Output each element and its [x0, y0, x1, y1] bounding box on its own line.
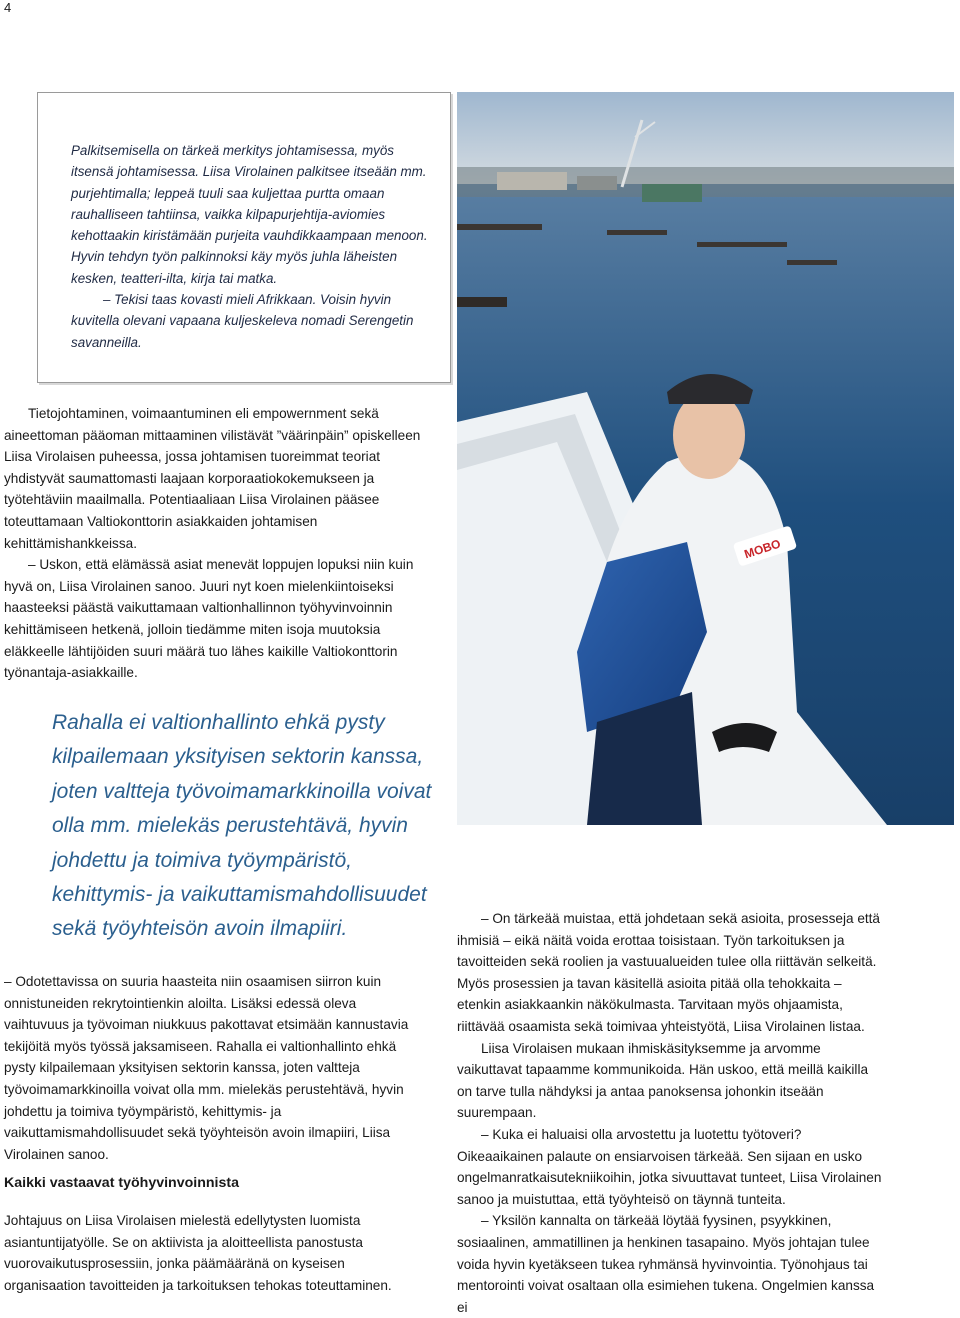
- pier: [457, 224, 542, 230]
- pier: [457, 297, 507, 307]
- jacket-logo-text: MOBO: [742, 536, 783, 562]
- harbour-building: [497, 172, 567, 190]
- body-paragraph: – On tärkeää muistaa, että johdetaan sekä asioita, prosesseja että ihmisiä – eikä näitä voida erottaa toisistaan. Työn tarkoituksen ja tavoitteiden sekä roolien ja vastuualueiden tulee olla riittävän selkeitä. Myös prosessien ja tavan käsitellä asioita pitää olla tehokkaita – etenkin asiakkaankin näkökulmasta. Tarvitaan myös ohjaamista, riittävää osaamista sekä toimivaa yhteistyötä, Liisa Virolainen listaa.: [457, 911, 880, 1034]
- pull-quote-text: Rahalla ei valtionhallinto ehkä pysty kilpailemaan yksityisen sektorin kanssa, joten valtteja työvoimamarkkinoilla voivat olla mm. mielekäs perustehtävä, hyvin johdettu ja toimiva työympäristö, kehittymis- ja vaikuttamismahdollisuudet sekä työyhteisön avoin ilmapiiri.: [52, 711, 432, 941]
- portrait-photo: [457, 92, 954, 825]
- body-column-right: [457, 908, 883, 1318]
- body-paragraph: Liisa Virolaisen mukaan ihmiskäsityksemme ja arvomme vaikuttavat tapaamme kommunikoida. Hän uskoo, että meillä kaikilla on tarve tulla nähdyksi ja antaa panoksensa johonkin itseään suurempaan.: [457, 1040, 869, 1121]
- ship: [642, 184, 702, 202]
- body-column-left-bottom: [4, 971, 424, 1165]
- boxed-quote-paragraph: – Tekisi taas kovasti mieli Afrikkaan. Voisin hyvin kuvitella olevani vapaana kuljeskeleva nomadi Serengetin savanneilla.: [71, 292, 414, 350]
- page-number: 4: [4, 0, 12, 15]
- body-paragraph: Tietojohtaminen, voimaantuminen eli empowernment sekä aineettoman pääoman mittaaminen vilistävät ”väärinpäin” opiskelleen Liisa Virolaisen puheessa, jossa johtamisen tuoreimmat teoriat yhdistyvät saumattomasti laajaan korporaatiokokemukseen ja työtehtäviin maailmalla. Potentiaaliaan Liisa Virolainen pääsee toteuttamaan Valtiokonttorin asiakkaiden johtamisen kehittämishankkeissa.: [4, 406, 421, 551]
- boxed-quote: [37, 92, 451, 383]
- body-paragraph: – Yksilön kannalta on tärkeää löytää fyysinen, psyykkinen, sosiaalinen, ammatillinen ja henkinen tasapaino. Myös johtajan tulee voida hyvin kyetäkseen tukea ryhmänsä hyvinvointia. Työnohjaus tai mentorointi voivat osaltaan olla esimiehen tukena. Ongelmien kanssa ei: [457, 1213, 875, 1315]
- pull-quote: [52, 706, 442, 947]
- face: [673, 391, 745, 479]
- pier: [607, 230, 667, 235]
- body-column-left-final: [4, 1210, 424, 1296]
- harbour-building: [577, 176, 617, 190]
- pier: [787, 260, 837, 265]
- body-paragraph: – Odotettavissa on suuria haasteita niin osaamisen siirron kuin onnistuneiden rekrytointienkin aloilta. Lisäksi edessä oleva vaihtuvuus ja työvoiman niukkuus pakottavat etsimään kannustavia tekijöitä myös työssä jaksamiseen. Rahalla ei valtionhallinto ehkä pysty kilpailemaan yksityisen sektorin kanssa, joten valtteja työvoimamarkkinoilla voivat olla mm. mielekäs perustehtävä, hyvin johdettu ja toimiva työympäristö, kehittymis- ja vaikuttamismahdollisuudet sekä työyhteisön avoin ilmapiiri, Liisa Virolainen sanoo.: [4, 974, 409, 1162]
- boxed-quote-paragraph: Palkitsemisella on tärkeä merkitys johtamisessa, myös itsensä johtamisessa. Liisa Virolainen palkitsee itseään mm. purjehtimalla; leppeä tuuli saa kuljettaa purtta omaan rauhalliseen tahtiinsa, vaikka kilpapurjehtija-aviomies kehottaakin kiristämään purjeita vauhdikkaampaan menoon. Hyvin tehdyn työn palkinnoksi käy myös juhla läheisten kesken, teatteri-ilta, kirja tai matka.: [71, 143, 428, 286]
- body-paragraph: Johtajuus on Liisa Virolaisen mielestä edellytysten luomista asiantuntijatyölle. Se on aktiivista ja aloitteellista panostusta vuorovaikutusprosessiin, jonka päämääränä on kyseisen organisaation tavoitteiden ja tarkoituksen tehokas toteuttaminen.: [4, 1213, 392, 1293]
- body-paragraph: – Uskon, että elämässä asiat menevät loppujen lopuksi niin kuin hyvä on, Liisa Virolainen sanoo. Juuri nyt koen mielenkiintoiseksi haasteeksi päästä vaikuttamaan valtionhallinnon työhyvinvoinnin kehittämiseen hetkenä, jolloin tiedämme miten isoja muutoksia eläkkeelle lähtijöiden suuri määrä tuo lähes kaikille Valtiokonttorin työnantaja-asiakkaille.: [4, 557, 414, 681]
- pier: [697, 242, 787, 247]
- body-paragraph: – Kuka ei haluaisi olla arvostettu ja luotettu työtoveri? Oikeaaikainen palaute on ensiarvoisen tärkeää. Sen sijaan en usko ongelmanratkaisutekniikoihin, jotka sivuuttavat tunteet, Liisa Virolainen sanoo ja muistuttaa, että työyhteisö on täynnä tunteita.: [457, 1126, 882, 1207]
- boxed-quote-text: [71, 140, 431, 353]
- section-subheading: Kaikki vastaavat työhyvinvoinnista: [4, 1175, 239, 1191]
- photo-illustration: [457, 92, 954, 825]
- body-column-left-top: [4, 403, 422, 684]
